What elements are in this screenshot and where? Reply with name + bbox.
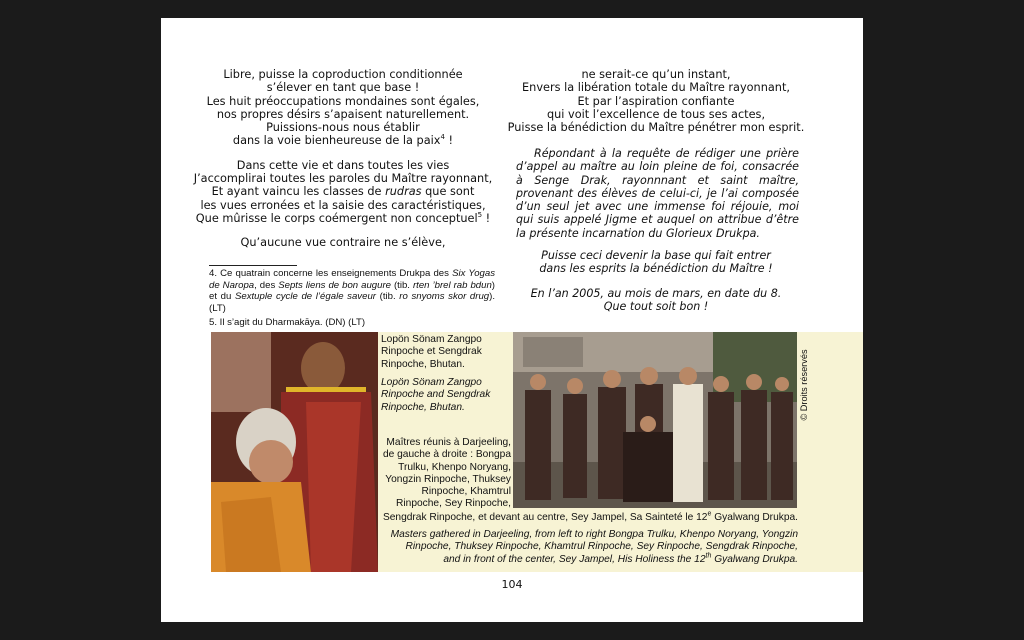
footnote-italic: ro snyoms skor drug	[399, 291, 490, 303]
verse-line	[193, 134, 493, 147]
caption-text: and in front of the center, Sey Jampel, His Holiness the 12	[443, 553, 706, 565]
verse-text: Et ayant vaincu les classes de	[211, 185, 386, 199]
verse-text: que sont	[421, 185, 475, 199]
copyright-text: © Droits réservés	[799, 349, 809, 421]
verse-line: Envers la libération totale du Maître rayonnant,	[522, 81, 790, 95]
footnote-text: 4. Ce quatrain concerne les enseignements Drukpa des	[209, 268, 453, 279]
caption-line: Rinpoche et Sengdrak	[381, 346, 482, 358]
verse-exclamation: !	[482, 211, 491, 225]
book-page	[161, 18, 863, 622]
closing-block	[506, 249, 806, 313]
verse-line: Libre, puisse la coproduction conditionnée	[223, 68, 463, 81]
caption-line	[381, 512, 798, 524]
caption-text: Gyalwang Drukpa.	[711, 512, 798, 523]
footnote-ref-4[interactable]: 4	[440, 133, 445, 142]
caption-line: Maîtres réunis à Darjeeling,	[386, 437, 511, 448]
footnote-text: ). (LT)	[209, 291, 496, 314]
footnote-4	[209, 268, 495, 314]
footnote-ref-5[interactable]: 5	[477, 211, 483, 220]
caption-text: Sengdrak Rinpoche, et devant au centre, Sey Jampel, Sa Sainteté le 12	[382, 512, 708, 523]
verse-line: Puissions-nous nous établir	[266, 121, 420, 135]
caption-sup: th	[705, 552, 712, 560]
caption-line: Rinpoche, Bhutan.	[381, 401, 465, 413]
verse-line	[193, 185, 493, 198]
caption-line: Rinpoche, Thuksey Rinpoche, Khamtrul Rinpoche, Sey Rinpoche, Sengdrak Rinpoche,	[405, 541, 798, 553]
caption-main-en	[381, 529, 798, 566]
caption-line	[381, 554, 798, 566]
footnote-text: , des	[254, 279, 279, 291]
caption-line: Rinpoche, Bhutan.	[381, 358, 465, 370]
caption-left-fr	[381, 334, 482, 371]
verse-line: Qu’aucune vue contraire ne s’élève,	[240, 236, 446, 250]
caption-main-fr-last	[381, 512, 798, 524]
colophon-text: Répondant à la requête de rédiger une prière d’appel au maître au loin pleine de foi, consacrée à Senge Drak, rayonnnant et saint maître, provenant des élèves de celui-ci, je l’ai composée d’un seul jet avec une immense foi réjouie, moi qui suis appelé Jigme et auquel on attribue d’être la présente incarnation du Glorieux Drukpa.	[516, 147, 799, 240]
caption-line: Lopön Sönam Zangpo	[381, 334, 482, 345]
closing-line: dans les esprits la bénédiction du Maître !	[539, 262, 773, 276]
caption-line: Rinpoche, Sey Rinpoche,	[396, 498, 511, 510]
verse-line: ne serait-ce qu’un instant,	[581, 68, 731, 81]
verse-line: nos propres désirs s’apaisent naturellement.	[216, 107, 470, 121]
photo-masters-darjeeling	[513, 332, 797, 508]
verse-line: Dans cette vie et dans toutes les vies	[236, 158, 450, 172]
caption-text: Gyalwang Drukpa.	[711, 553, 798, 565]
closing-line: Puisse ceci devenir la base qui fait entrer	[541, 249, 771, 262]
verse-line: s’élever en tant que base !	[266, 81, 420, 95]
verse-line: Puisse la bénédiction du Maître pénétrer mon esprit.	[507, 121, 805, 135]
footnote-italic: Sextuple cycle de l’égale saveur	[234, 291, 376, 303]
caption-line: de gauche à droite : Bongpa	[382, 449, 511, 461]
verse-line: qui voit l’excellence de tous ses actes,	[546, 107, 766, 121]
caption-line: Trulku, Khenpo Noryang,	[398, 461, 511, 473]
footnote-italic: rten ’brel rab bdun	[412, 279, 492, 291]
footnote-text: (tib.	[391, 279, 413, 291]
footnote-5: 5. Il s’agit du Dharmakāya. (DN) (LT)	[209, 317, 366, 328]
footnote-text: (tib.	[375, 291, 400, 303]
caption-line: Rinpoche, Khamtrul	[421, 486, 511, 498]
colophon-paragraph	[516, 147, 799, 240]
verse-exclamation: !	[444, 134, 454, 148]
footnote-divider	[209, 265, 297, 266]
footnote-italic: Septs liens de bon augure	[278, 279, 391, 291]
verse-italic: rudras	[385, 185, 422, 199]
photo-illustration	[513, 332, 797, 508]
verse-line: J’accomplirai toutes les paroles du Maître rayonnant,	[193, 172, 493, 186]
caption-left-en	[381, 377, 490, 414]
left-verse-block	[193, 68, 493, 250]
caption-main-fr	[331, 437, 511, 511]
verse-line	[193, 212, 493, 225]
verse-text: dans la voie bienheureuse de la paix	[232, 134, 441, 148]
closing-line: En l’an 2005, au mois de mars, en date du 8.	[530, 286, 782, 300]
verse-text: Que mûrisse le corps coémergent non conceptuel	[195, 211, 478, 225]
closing-line: Que tout soit bon !	[603, 299, 709, 313]
footnote-text: ) et du	[209, 279, 495, 303]
verse-line: les vues erronées et la saisie des caractéristiques,	[200, 198, 486, 212]
footnote-italic: Six Yogas de Naropa	[209, 268, 496, 291]
caption-line: Yongzin Rinpoche, Thuksey	[385, 473, 511, 485]
caption-line: Masters gathered in Darjeeling, from left to right Bongpa Trulku, Khenpo Noryang, Yongzin	[390, 529, 798, 540]
page-number: 104	[501, 578, 523, 591]
verse-line: Et par l’aspiration confiante	[577, 94, 735, 108]
verse-line: Les huit préoccupations mondaines sont égales,	[206, 94, 480, 108]
right-verse-block	[506, 68, 806, 134]
caption-line: Rinpoche and Sengdrak	[381, 389, 491, 401]
caption-sup: e	[707, 510, 712, 518]
caption-line: Lopön Sönam Zangpo	[381, 377, 482, 388]
copyright-notice	[793, 340, 815, 430]
